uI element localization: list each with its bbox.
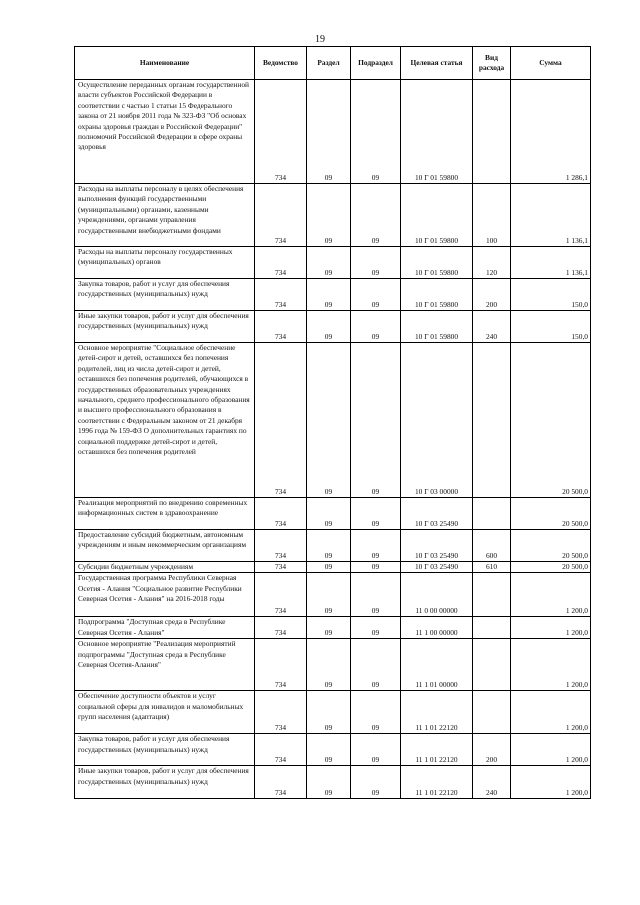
row-target: 11 1 01 00000 — [401, 639, 473, 691]
row-subsection: 09 — [351, 617, 401, 639]
table-row — [75, 184, 591, 247]
row-subsection: 09 — [351, 80, 401, 184]
row-section: 09 — [307, 311, 351, 343]
row-department: 734 — [255, 498, 307, 530]
row-target: 11 1 01 22120 — [401, 766, 473, 799]
header-subsection: Подраздел — [351, 47, 401, 80]
row-name: Подпрограмма "Доступная среда в Республике Северная Осетия - Алания" — [75, 617, 255, 639]
row-department: 734 — [255, 279, 307, 311]
row-target: 10 Г 01 59800 — [401, 311, 473, 343]
row-amount: 1 200,0 — [511, 734, 591, 766]
row-expense-type: 200 — [473, 734, 511, 766]
row-department: 734 — [255, 766, 307, 799]
row-expense-type: 100 — [473, 184, 511, 247]
row-section: 09 — [307, 184, 351, 247]
table-row — [75, 562, 591, 573]
row-section: 09 — [307, 617, 351, 639]
table-row — [75, 573, 591, 617]
header-department: Ведомство — [255, 47, 307, 80]
row-name: Иные закупки товаров, работ и услуг для обеспечения государственных (муниципальных) нужд — [75, 311, 255, 343]
row-amount: 150,0 — [511, 279, 591, 311]
table-row — [75, 766, 591, 799]
row-amount: 20 500,0 — [511, 343, 591, 498]
budget-table — [74, 46, 591, 799]
row-name: Государственная программа Республики Северная Осетия - Алания "Социальное развитие Республики Северная Осетия - Алания" на 2016-2018 годы — [75, 573, 255, 617]
row-subsection: 09 — [351, 691, 401, 734]
table-body — [75, 80, 591, 799]
table-row — [75, 498, 591, 530]
row-expense-type: 240 — [473, 766, 511, 799]
row-name: Предоставление субсидий бюджетным, автономным учреждениям и иным некоммерческим организациям — [75, 530, 255, 562]
table-row — [75, 734, 591, 766]
row-expense-type: 200 — [473, 279, 511, 311]
row-target: 10 Г 01 59800 — [401, 247, 473, 279]
row-section: 09 — [307, 639, 351, 691]
row-amount: 20 500,0 — [511, 498, 591, 530]
row-name: Обеспечение доступности объектов и услуг социальной сферы для инвалидов и маломобильных групп населения (адаптация) — [75, 691, 255, 734]
row-amount: 1 136,1 — [511, 247, 591, 279]
row-amount: 1 200,0 — [511, 766, 591, 799]
table-row — [75, 639, 591, 691]
row-amount: 1 200,0 — [511, 691, 591, 734]
row-section: 09 — [307, 691, 351, 734]
row-expense-type — [473, 573, 511, 617]
row-section: 09 — [307, 80, 351, 184]
row-target: 10 Г 03 00000 — [401, 343, 473, 498]
row-department: 734 — [255, 247, 307, 279]
row-name: Субсидии бюджетным учреждениям — [75, 562, 255, 573]
table-row — [75, 247, 591, 279]
row-section: 09 — [307, 562, 351, 573]
table-row — [75, 530, 591, 562]
row-expense-type — [473, 617, 511, 639]
row-expense-type: 600 — [473, 530, 511, 562]
header-amount: Сумма — [511, 47, 591, 80]
row-amount: 150,0 — [511, 311, 591, 343]
row-section: 09 — [307, 247, 351, 279]
row-subsection: 09 — [351, 343, 401, 498]
row-subsection: 09 — [351, 279, 401, 311]
row-expense-type — [473, 498, 511, 530]
row-target: 10 Г 01 59800 — [401, 80, 473, 184]
header-expense-type: Вид расхода — [473, 47, 511, 80]
table-row — [75, 343, 591, 498]
row-name: Иные закупки товаров, работ и услуг для обеспечения государственных (муниципальных) нужд — [75, 766, 255, 799]
page-number: 19 — [315, 34, 325, 45]
row-section: 09 — [307, 343, 351, 498]
table-row — [75, 691, 591, 734]
row-department: 734 — [255, 311, 307, 343]
row-department: 734 — [255, 530, 307, 562]
row-expense-type — [473, 691, 511, 734]
header-target: Целевая статья — [401, 47, 473, 80]
table-row — [75, 80, 591, 184]
row-target: 11 0 00 00000 — [401, 573, 473, 617]
row-target: 10 Г 03 25490 — [401, 530, 473, 562]
row-name: Расходы на выплаты персоналу государственных (муниципальных) органов — [75, 247, 255, 279]
table-row — [75, 279, 591, 311]
row-section: 09 — [307, 498, 351, 530]
table-row — [75, 311, 591, 343]
row-department: 734 — [255, 617, 307, 639]
row-target: 11 1 00 00000 — [401, 617, 473, 639]
row-name: Осуществление переданных органам государственной власти субъектов Российской Федерации в соответствии с частью 1 статьи 15 Федерального закона от 21 ноября 2011 года № 323-ФЗ "Об основах охраны здоровья граждан в Российской Федерации" полномочий Российской Федерации в сфере охраны здоровья — [75, 80, 255, 184]
table-row — [75, 617, 591, 639]
row-target: 11 1 01 22120 — [401, 734, 473, 766]
row-subsection: 09 — [351, 498, 401, 530]
row-subsection: 09 — [351, 530, 401, 562]
row-department: 734 — [255, 734, 307, 766]
row-section: 09 — [307, 766, 351, 799]
row-subsection: 09 — [351, 311, 401, 343]
row-target: 10 Г 01 59800 — [401, 184, 473, 247]
row-section: 09 — [307, 530, 351, 562]
row-expense-type: 120 — [473, 247, 511, 279]
row-expense-type — [473, 343, 511, 498]
row-name: Реализация мероприятий по внедрению современных информационных систем в здравоохранение — [75, 498, 255, 530]
row-department: 734 — [255, 573, 307, 617]
row-name: Основное мероприятие "Социальное обеспечение детей-сирот и детей, оставшихся без попечения родителей, лиц из числа детей-сирот и детей, оставшихся без попечения родителей, обучающихся в государственных образовательных учреждениях начального, среднего профессионального образования и высшего профессионального образования в соответствии с Федеральным законом от 21 декабря 1996 года № 159-ФЗ О дополнительных гарантиях по социальной поддержке детей-сирот и детей, оставшихся без попечения родителей — [75, 343, 255, 498]
row-target: 10 Г 03 25490 — [401, 562, 473, 573]
row-amount: 20 500,0 — [511, 530, 591, 562]
row-expense-type — [473, 80, 511, 184]
row-expense-type: 610 — [473, 562, 511, 573]
row-name: Закупка товаров, работ и услуг для обеспечения государственных (муниципальных) нужд — [75, 279, 255, 311]
row-expense-type — [473, 639, 511, 691]
table-header-row — [75, 47, 591, 80]
row-department: 734 — [255, 639, 307, 691]
row-name: Основное мероприятие "Реализация мероприятий подпрограммы "Доступная среда в Республике Северная Осетия-Алания" — [75, 639, 255, 691]
row-subsection: 09 — [351, 766, 401, 799]
row-department: 734 — [255, 343, 307, 498]
row-subsection: 09 — [351, 639, 401, 691]
row-subsection: 09 — [351, 573, 401, 617]
row-department: 734 — [255, 691, 307, 734]
row-target: 11 1 01 22120 — [401, 691, 473, 734]
row-amount: 1 200,0 — [511, 573, 591, 617]
row-department: 734 — [255, 184, 307, 247]
row-target: 10 Г 03 25490 — [401, 498, 473, 530]
row-target: 10 Г 01 59800 — [401, 279, 473, 311]
row-subsection: 09 — [351, 562, 401, 573]
row-amount: 1 200,0 — [511, 617, 591, 639]
row-name: Закупка товаров, работ и услуг для обеспечения государственных (муниципальных) нужд — [75, 734, 255, 766]
row-amount: 1 136,1 — [511, 184, 591, 247]
row-name: Расходы на выплаты персоналу в целях обеспечения выполнения функций государственными (муниципальными) органами, казенными учреждениями, органами управления государственными внебюджетными фондами — [75, 184, 255, 247]
row-department: 734 — [255, 562, 307, 573]
row-section: 09 — [307, 573, 351, 617]
row-subsection: 09 — [351, 184, 401, 247]
row-amount: 1 200,0 — [511, 639, 591, 691]
row-subsection: 09 — [351, 247, 401, 279]
header-section: Раздел — [307, 47, 351, 80]
row-amount: 1 286,1 — [511, 80, 591, 184]
header-name: Наименование — [75, 47, 255, 80]
row-expense-type: 240 — [473, 311, 511, 343]
row-subsection: 09 — [351, 734, 401, 766]
row-amount: 20 500,0 — [511, 562, 591, 573]
row-section: 09 — [307, 734, 351, 766]
row-department: 734 — [255, 80, 307, 184]
row-section: 09 — [307, 279, 351, 311]
